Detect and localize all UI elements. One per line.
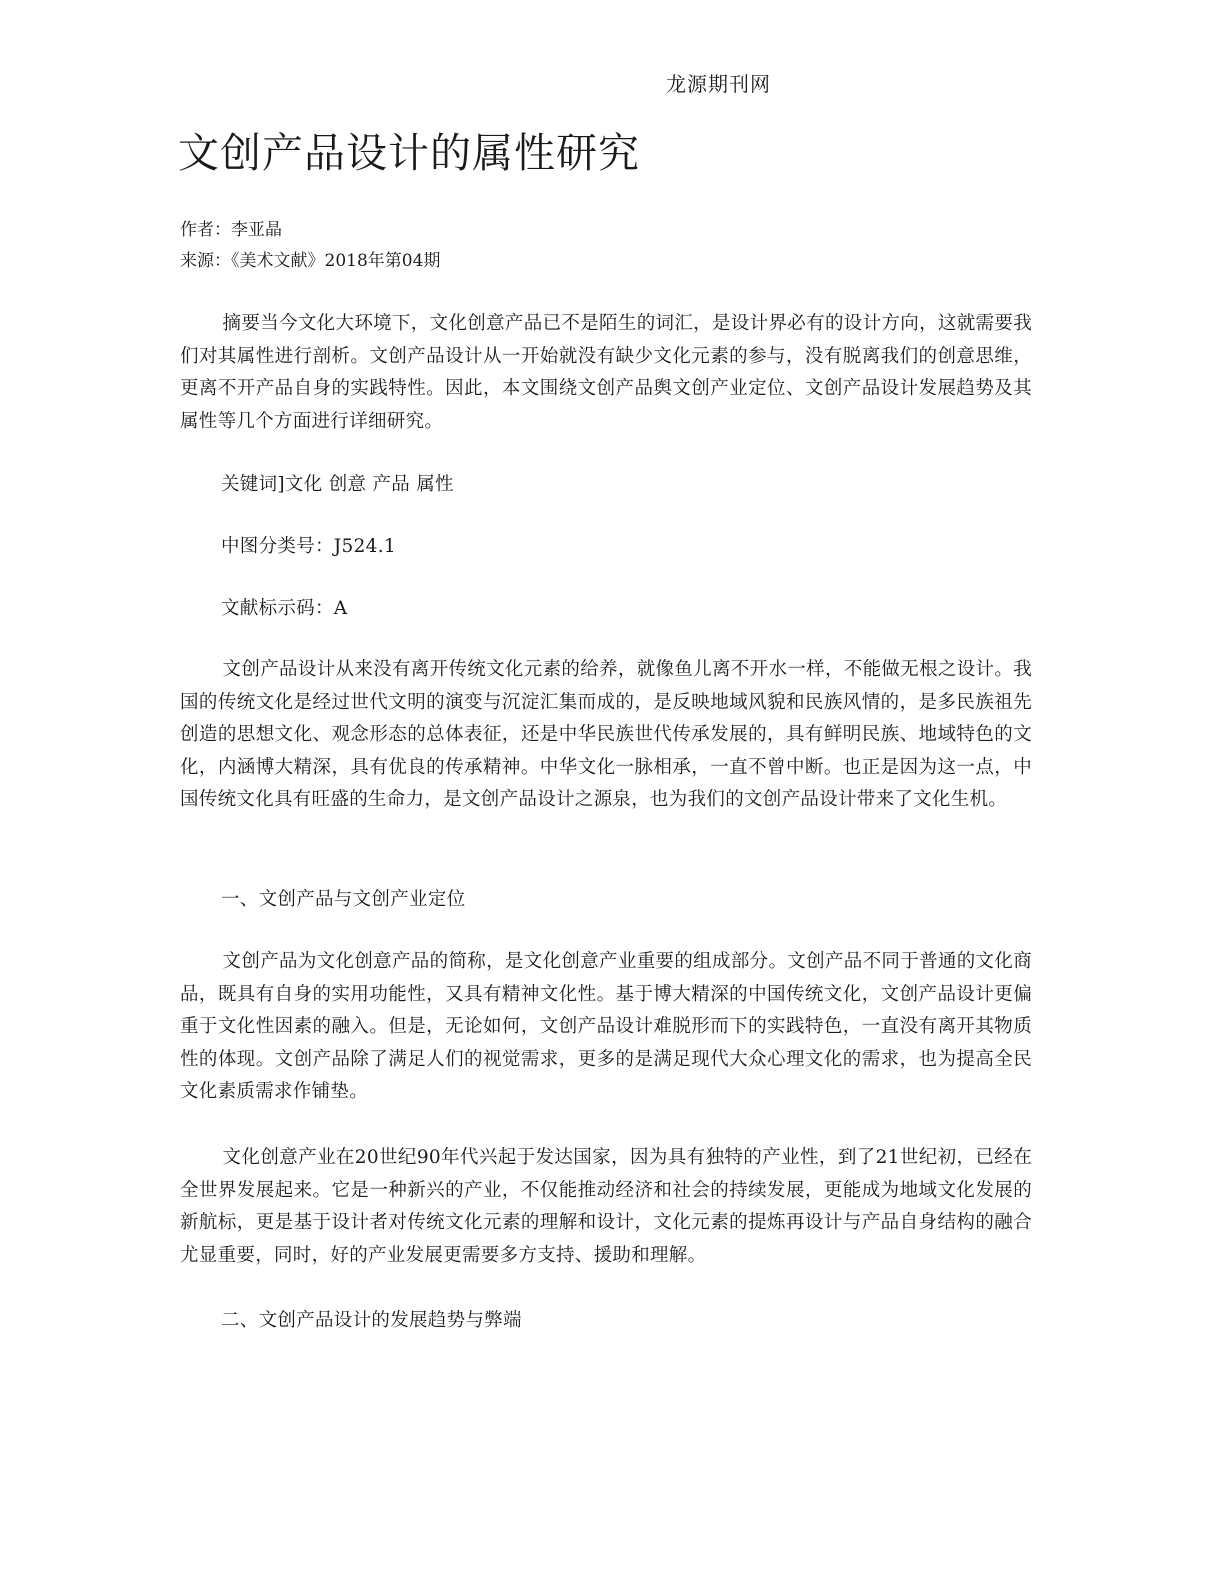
article-source: 来源：《美术文献》2018年第04期: [180, 251, 441, 271]
site-name: 龙源期刊网: [666, 72, 771, 96]
document-code-line: 文献标示码：A: [221, 598, 348, 619]
section1-paragraph-2: 文化创意产业在20世纪90年代兴起于发达国家，因为具有独特的产业性，到了21世纪初，已经在全世界发展起来。它是一种新兴的产业，不仅能推动经济和社会的持续发展，更能成为地域文化发展的新航标，更是基于设计者对传统文化元素的理解和设计，文化元素的提炼再设计与产品自身结构的融合尤显重要，同时，好的产业发展更需要多方支持、援助和理解。: [180, 1147, 1032, 1266]
article-author: 作者：李亚晶: [180, 220, 282, 240]
clc-number-line: 中图分类号：J524.1: [221, 536, 396, 557]
article-title: 文创产品设计的属性研究: [178, 129, 640, 177]
section1-paragraph-1: 文创产品为文化创意产品的简称，是文化创意产业重要的组成部分。文创产品不同于普通的文化商品，既具有自身的实用功能性，又具有精神文化性。基于博大精深的中国传统文化，文创产品设计更偏重于文化性因素的融入。但是，无论如何，文创产品设计难脱形而下的实践特色，一直没有离开其物质性的体现。文创产品除了满足人们的视觉需求，更多的是满足现代大众心理文化的需求，也为提高全民文化素质需求作铺垫。: [180, 951, 1032, 1102]
abstract-paragraph: 摘要当今文化大环境下，文化创意产品已不是陌生的词汇，是设计界必有的设计方向，这就需要我们对其属性进行剖析。文创产品设计从一开始就没有缺少文化元素的参与，没有脱离我们的创意思维，更离不开产品自身的实践特性。因此，本文围绕文创产品舆文创产业定位、文创产品设计发展趋势及其属性等几个方面进行详细研究。: [180, 313, 1032, 432]
section-heading-2: 二、文创产品设计的发展趋势与弊端: [221, 1310, 522, 1331]
intro-paragraph: 文创产品设计从来没有离开传统文化元素的给养，就像鱼儿离不开水一样，不能做无根之设计。我国的传统文化是经过世代文明的演变与沉淀汇集而成的，是反映地域风貌和民族风情的，是多民族祖先创造的思想文化、观念形态的总体表征，还是中华民族世代传承发展的，具有鲜明民族、地域特色的文化，内涵博大精深，具有优良的传承精神。中华文化一脉相承，一直不曾中断。也正是因为这一点，中国传统文化具有旺盛的生命力，是文创产品设计之源泉，也为我们的文创产品设计带来了文化生机。: [180, 659, 1032, 810]
section-heading-1: 一、文创产品与文创产业定位: [221, 889, 466, 910]
keywords-line: 关键词]文化 创意 产品 属性: [221, 474, 454, 495]
